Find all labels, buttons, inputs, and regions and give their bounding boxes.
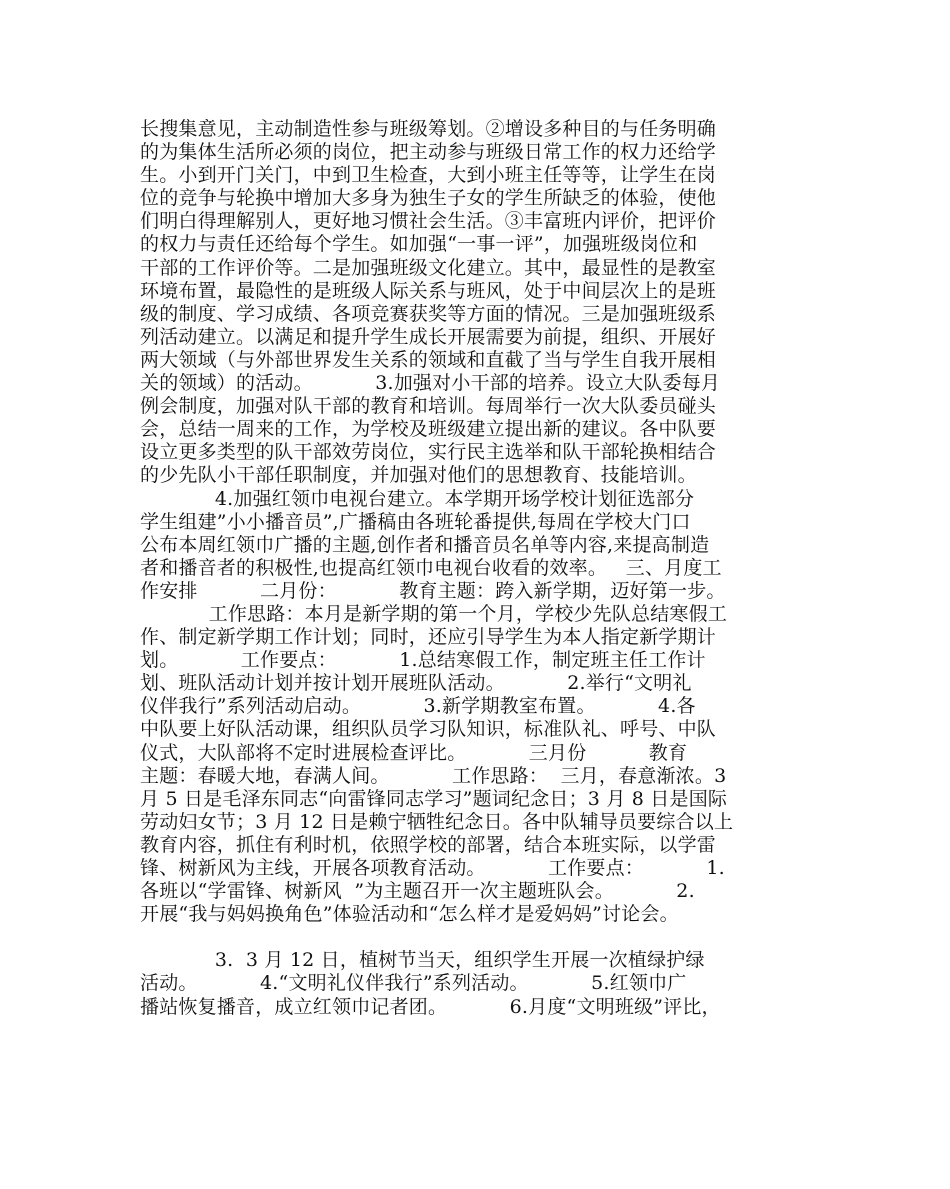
text-line: 们明白得理解别人，更好地习惯社会生活。③丰富班内评价，把评价 [140, 210, 717, 233]
text-line: 各班以“学雷锋、树新风 ”为主题召开一次主题班队会。 2. [140, 880, 695, 903]
text-line: 作安排 二月份： 教育主题：跨入新学期，迈好第一步。 [140, 579, 726, 602]
text-line: 列活动建立。以满足和提升学生成长开展需要为前提，组织、开展好 [140, 325, 717, 348]
text-line: 开展“我与妈妈换角色”体验活动和“怎么样才是爱妈妈”讨论会。 [140, 903, 679, 926]
text-line: 播站恢复播音，成立红领巾记者团。 6.月度“文明班级”评比， [140, 995, 721, 1018]
document-body [140, 118, 820, 1019]
text-line: 干部的工作评价等。二是加强班级文化建立。其中，最显性的是教室 [140, 256, 717, 279]
text-line: 的权力与责任还给每个学生。如加强“一事一评”，加强班级岗位和 [140, 233, 698, 256]
text-line: 位的竞争与轮换中增加大多身为独生子女的学生所缺乏的体验，使他 [140, 187, 717, 210]
text-line: 教育内容，抓住有利时机，依照学校的部署，结合本班实际，以学雷 [140, 833, 717, 856]
text-line: 设立更多类型的队干部效劳岗位，实行民主选举和队干部轮换相结合 [140, 441, 717, 464]
text-line: 两大领域（与外部世界发生关系的领域和直截了当与学生自我开展相 [140, 348, 717, 371]
text-line: 仪式，大队部将不定时进展检查评比。 三月份 教育 [140, 741, 688, 764]
text-line: 者和播音者的积极性,也提高红领巾电视台收看的效率。 三、月度工 [140, 556, 722, 579]
text-line: 主题：春暖大地，春满人间。 工作思路： 三月，春意渐浓。3 [140, 764, 727, 787]
text-line: 4.加强红领巾电视台建立。本学期开场学校计划征选部分 [140, 487, 695, 510]
text-line: 锋、树新风为主线，开展各项教育活动。 工作要点： 1. [140, 857, 725, 879]
text-line: 中队要上好队活动课，组织队员学习队知识，标准队礼、呼号、中队 [140, 718, 717, 741]
text-line: 的为集体生活所必须的岗位，把主动参与班级日常工作的权力还给学 [140, 141, 717, 164]
text-line: 3. 3 月 12 日，植树节当天，组织学生开展一次植绿护绿 [140, 949, 705, 972]
text-line: 关的领域）的活动。 3.加强对小干部的培养。设立大队委每月 [140, 372, 721, 395]
text-line: 公布本周红领巾广播的主题,创作者和播音员名单等内容,来提高制造 [140, 533, 710, 556]
text-line: 活动。 4.“文明礼仪伴我行”系列活动。 5.红领巾广 [140, 972, 687, 995]
paragraph-gap [140, 926, 820, 949]
text-line: 级的制度、学习成绩、各项竞赛获奖等方面的情况。三是加强班级系 [140, 302, 717, 325]
text-line: 的少先队小干部任职制度，并加强对他们的思想教育、技能培训。 [140, 464, 697, 487]
text-line: 学生组建”小小播音员”,广播稿由各班轮番提供,每周在学校大门口 [140, 510, 691, 533]
text-line: 月 5 日是毛泽东同志“向雷锋同志学习”题词纪念日；3 月 8 日是国际 [140, 787, 728, 810]
text-line: 劳动妇女节；3 月 12 日是赖宁牺牲纪念日。各中队辅导员要综合以上 [140, 810, 734, 833]
text-line: 会，总结一周来的工作，为学校及班级建立提出新的建议。各中队要 [140, 418, 717, 441]
text-line: 仪伴我行”系列活动启动。 3.新学期教室布置。 4.各 [140, 695, 696, 718]
text-line: 例会制度，加强对队干部的教育和培训。每周举行一次大队委员碰头 [140, 395, 717, 418]
text-line: 工作思路：本月是新学期的第一个月，学校少先队总结寒假工 [140, 602, 728, 625]
text-line: 环境布置，最隐性的是班级人际关系与班风，处于中间层次上的是班 [140, 279, 717, 302]
text-line: 划、班队活动计划并按计划开展班队活动。 2.举行“文明礼 [140, 672, 692, 695]
text-line: 作、制定新学期工作计划；同时，还应引导学生为本人指定新学期计 [140, 626, 717, 649]
text-line: 长搜集意见，主动制造性参与班级筹划。②增设多种目的与任务明确 [140, 118, 717, 140]
text-line: 生。小到开门关门，中到卫生检查，大到小班主任等等，让学生在岗 [140, 164, 717, 187]
text-line: 划。 工作要点： 1.总结寒假工作，制定班主任工作计 [140, 649, 706, 672]
